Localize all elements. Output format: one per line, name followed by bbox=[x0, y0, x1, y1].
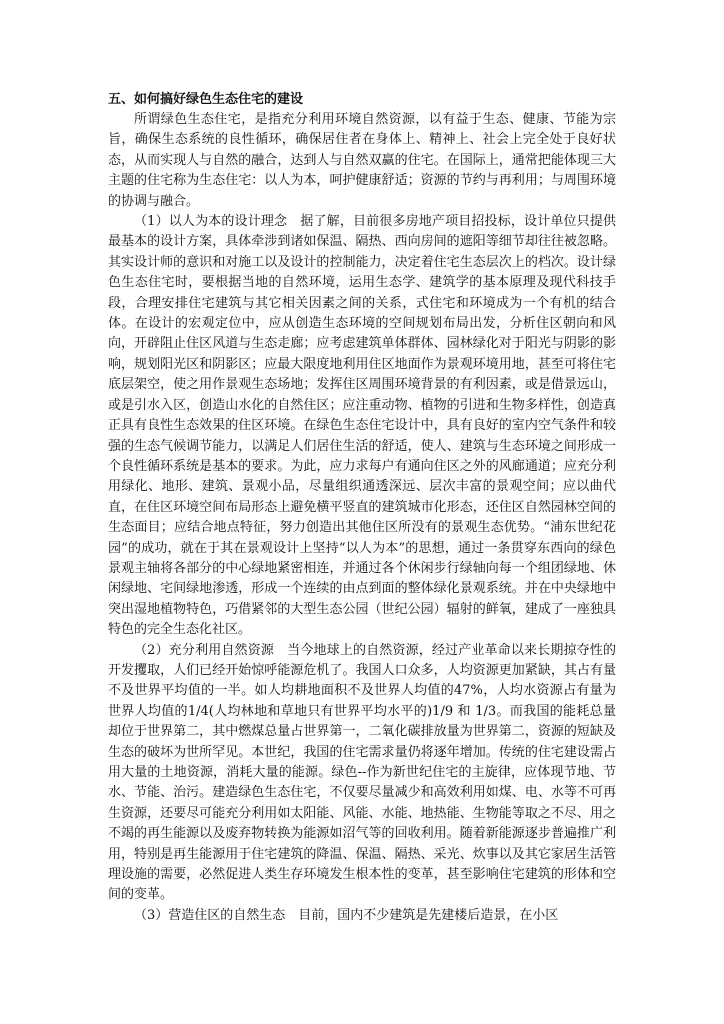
paragraph-intro: 所谓绿色生态住宅，是指充分利用环境自然资源，以有益于生态、健康、节能为宗旨，确保生态系统的良性循环，确保居住者在身体上、精神上、社会上完全处于良好状态，从而实现人与自然的融合，达到人与自然双赢的住宅。在国际上，通常把能体现三大主题的住宅称为生态住宅：以人为本，呵护健康舒适；资源的节约与再利用；与周围环境的协调与融合。 bbox=[108, 112, 616, 209]
paragraph-natural-resources: （2）充分利用自然资源 当今地球上的自然资源，经过产业革命以来长期掠夺性的开发攫取，人们已经开始惊呼能源危机了。我国人口众多，人均资源更加紧缺，其占有量不及世界平均值的一半。如人均耕地面积不及世界人均值的47%，人均水资源占有量为世界人均值的1/4(人均林地和草地只有世界平均水平的)1/9 和 1/3。而我国的能耗总量却位于世界第二，其中燃煤总量占世界第一，二氧化碳排放量为世界第二，资源的短缺及生态的破坏为世所罕见。本世纪，我国的住宅需求量仍将逐年增加。传统的住宅建设需占用大量的土地资源，消耗大量的能源。绿色--作为新世纪住宅的主旋律，应体现节地、节水、节能、治污。建造绿色生态住宅，不仅要尽量减少和高效利用如煤、电、水等不可再生资源，还要尽可能充分利用如太阳能、风能、水能、地热能、生物能等取之不尽、用之不竭的再生能源以及废弃物转换为能源如沼气等的回收利用。随着新能源逐步普遍推广利用，特别是再生能源用于住宅建筑的降温、保温、隔热、采光、炊事以及其它家居生活管理设施的需要，必然促进人类生存环境发生根本性的变革，甚至影响住宅建筑的形体和空间的变革。 bbox=[108, 642, 616, 903]
paragraph-natural-ecology: （3）营造住区的自然生态 目前，国内不少建筑是先建楼后造景，在小区 bbox=[134, 907, 559, 923]
paragraph-design-concept: （1）以人为本的设计理念 据了解，目前很多房地产项目招投标，设计单位只提供最基本的设计方案，具体牵涉到诸如保温、隔热、西向房间的遮阳等细节却往往被忽略。其实设计师的意识和对施工以及设计的控制能力，决定着住宅生态层次上的档次。设计绿色生态住宅时，要根据当地的自然环境，运用生态学、建筑学的基本原理及现代科技手段，合理安排住宅建筑与其它相关因素之间的关系，式住宅和环境成为一个有机的结合体。在设计的宏观定位中，应从创造生态环境的空间规划布局出发，分析住区朝向和风向，开辟阻止住区风道与生态走廊；应考虑建筑单体群体、园林绿化对于阳光与阴影的影响，规划阳光区和阴影区；应最大限度地利用住区地面作为景观环境用地，甚至可将住宅底层架空，使之用作景观生态场地；发挥住区周围环境背景的有利因素，或是借景远山，或是引水入区，创造山水化的自然住区；应注重动物、植物的引进和生物多样性，创造真正具有良性生态效果的住区环境。在绿色生态住宅设计中，具有良好的室内空气条件和较强的生态气候调节能力，以满足人们居住生活的舒适，使人、建筑与生态环境之间形成一个良性循环系统是基本的要求。为此，应力求每户有通向住区之外的风廊通道；应充分利用绿化、地形、建筑、景观小品，尽量组织通透深远、层次丰富的景观空间；应以曲代直，在住区环境空间布局形态上避免横平竖直的建筑城市化形态，还住区自然园林空间的生态面目；应结合地点特征，努力创造出其他住区所没有的景观生态优势。“浦东世纪花园”的成功，就在于其在景观设计上坚持“以人为本”的思想，通过一条贯穿东西向的绿色景观主轴将各部分的中心绿地紧密相连，并通过各个休闲步行绿轴向每一个组团绿地、休闲绿地、宅间绿地渗透，形成一个连续的由点到面的整体绿化景观系统。并在中央绿地中突出湿地植物特色，巧借紧邻的大型生态公园（世纪公园）辐射的鲜氧，建成了一座独具特色的完全生态化社区。 bbox=[108, 214, 616, 638]
section-heading: 五、如何搞好绿色生态住宅的建设 bbox=[108, 92, 304, 107]
